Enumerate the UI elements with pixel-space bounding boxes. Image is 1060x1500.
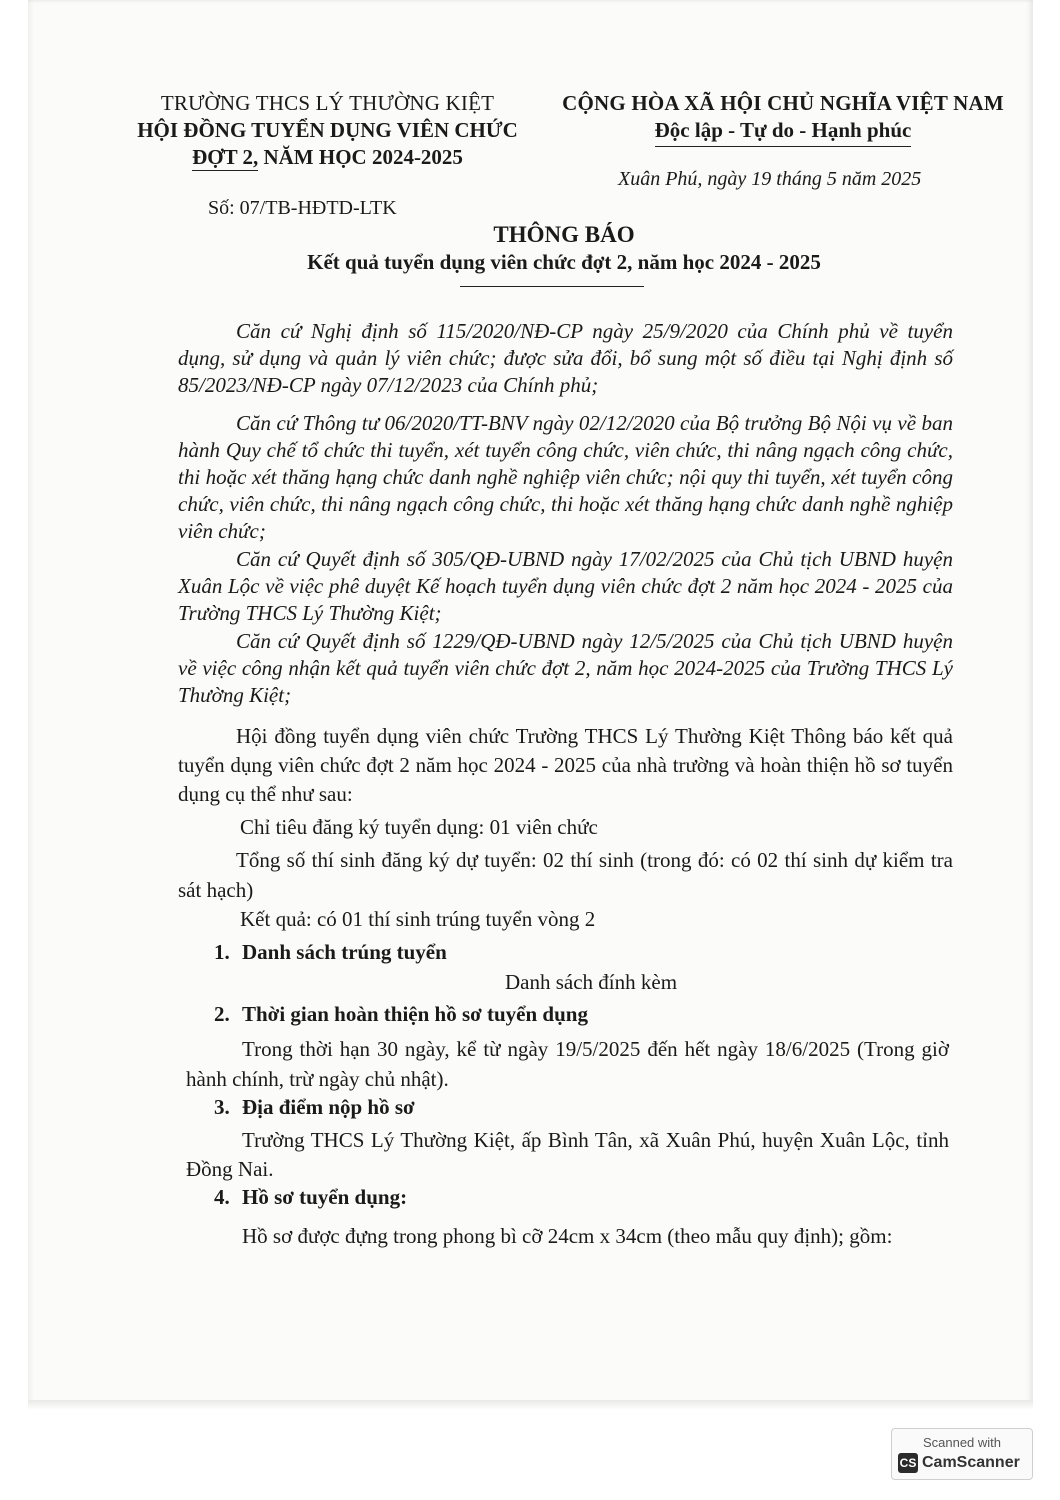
issuer-header [100, 90, 555, 171]
quota-line: Chỉ tiêu đăng ký tuyển dụng: 01 viên chức [240, 815, 598, 839]
watermark-brand-name: CamScanner [922, 1454, 1020, 1471]
document-title: THÔNG BÁO [493, 222, 635, 247]
section-content: Danh sách đính kèm [505, 970, 678, 994]
section-heading: 1. Danh sách trúng tuyển [214, 940, 447, 964]
national-name: CỘNG HÒA XÃ HỘI CHỦ NGHĨA VIỆT NAM [562, 91, 1004, 115]
intro-paragraph: Hội đồng tuyển dụng viên chức Trường THCS Lý Thường Kiệt Thông báo kết quả tuyển dụng viên chức đợt 2 năm học 2024 - 2025 của nhà trường và hoàn thiện hồ sơ tuyển dụng cụ thể như sau: [178, 724, 953, 806]
candidates-paragraph: Tổng số thí sinh đăng ký dự tuyển: 02 thí sinh (trong đó: có 02 thí sinh dự kiểm tra sát hạch) [178, 848, 953, 902]
section-heading: 4. Hồ sơ tuyển dụng: [214, 1185, 408, 1209]
place-date: Xuân Phú, ngày 19 tháng 5 năm 2025 [618, 168, 922, 190]
legal-basis-4: Căn cứ Quyết định số 1229/QĐ-UBND ngày 12/5/2025 của Chủ tịch UBND huyện về việc công nhận kết quả tuyển viên chức đợt 2, năm học 2024-2025 của Trường THCS Lý Thường Kiệt; [178, 629, 953, 707]
result-line: Kết quả: có 01 thí sinh trúng tuyển vòng 2 [240, 907, 596, 931]
document-subtitle: Kết quả tuyển dụng viên chức đợt 2, năm học 2024 - 2025 [307, 250, 821, 274]
scanner-watermark [891, 1428, 1033, 1480]
section-heading: 3. Địa điểm nộp hồ sơ [214, 1095, 415, 1119]
national-header [548, 90, 1018, 147]
legal-basis-2: Căn cứ Thông tư 06/2020/TT-BNV ngày 02/12/2020 của Bộ trưởng Bộ Nội vụ về ban hành Quy chế tổ chức thi tuyển, xét tuyển công chức, viên chức, thi nâng ngạch công chức, thi hoặc xét thăng hạng chức danh nghề nghiệp viên chức; nội quy thi tuyển, xét tuyển công chức, viên chức, thi nâng ngạch công chức, thi hoặc xét thăng hạng chức danh nghề nghiệp viên chức; [178, 411, 953, 543]
subtitle-underline [460, 286, 644, 287]
round-year [100, 144, 555, 171]
national-motto: Độc lập - Tự do - Hạnh phúc [655, 117, 912, 147]
section-content: Trường THCS Lý Thường Kiệt, ấp Bình Tân, xã Xuân Phú, huyện Xuân Lộc, tỉnh Đồng Nai. [186, 1128, 949, 1181]
section-content: Trong thời hạn 30 ngày, kể từ ngày 19/5/2025 đến hết ngày 18/6/2025 (Trong giờ hành chính, trừ ngày chủ nhật). [186, 1037, 949, 1091]
section-heading: 2. Thời gian hoàn thiện hồ sơ tuyển dụng [214, 1002, 588, 1026]
year-label: NĂM HỌC 2024-2025 [258, 145, 463, 169]
camscanner-logo-icon: CS [898, 1453, 918, 1473]
watermark-caption: Scanned with [922, 1435, 1002, 1450]
document-number: Số: 07/TB-HĐTD-LTK [208, 197, 397, 219]
section-content: Hồ sơ được đựng trong phong bì cỡ 24cm x 34cm (theo mẫu quy định); gồm: [242, 1224, 893, 1248]
school-name: TRƯỜNG THCS LÝ THƯỜNG KIỆT [160, 91, 495, 115]
round-label: ĐỢT 2, [192, 145, 259, 169]
legal-basis-1: Căn cứ Nghị định số 115/2020/NĐ-CP ngày 25/9/2020 của Chính phủ về tuyển dụng, sử dụng và quản lý viên chức; được sửa đổi, bổ sung một số điều tại Nghị định số 85/2023/NĐ-CP ngày 07/12/2023 của Chính phủ; [178, 319, 953, 397]
council-name: HỘI ĐỒNG TUYỂN DỤNG VIÊN CHỨC [137, 118, 518, 142]
paper-edge [28, 1400, 1033, 1410]
watermark-brand [898, 1453, 1020, 1473]
legal-basis-3: Căn cứ Quyết định số 305/QĐ-UBND ngày 17/02/2025 của Chủ tịch UBND huyện Xuân Lộc về việc phê duyệt Kế hoạch tuyển dụng viên chức đợt 2 năm học 2024 - 2025 của Trường THCS Lý Thường Kiệt; [178, 547, 953, 625]
